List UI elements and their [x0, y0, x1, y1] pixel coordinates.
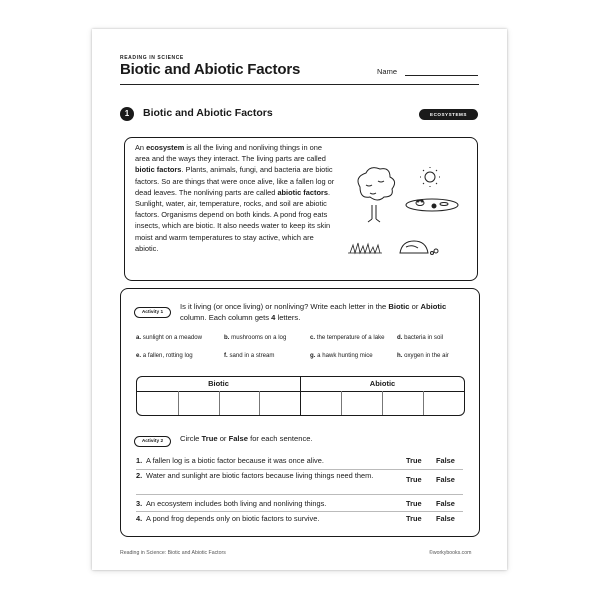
- table-cell-divider: [178, 391, 179, 415]
- text-run: or: [409, 302, 421, 311]
- section-title: Biotic and Abiotic Factors: [143, 107, 273, 119]
- option-b: b. mushrooms on a log: [224, 334, 287, 341]
- bold-term: ecosystem: [146, 143, 185, 152]
- sun-icon: [420, 167, 440, 187]
- false-option[interactable]: False: [436, 456, 455, 465]
- footer-credit: ©workybooks.com: [429, 550, 472, 556]
- option-g: g. a hawk hunting mice: [310, 352, 373, 359]
- name-field[interactable]: [405, 75, 478, 76]
- table-cell-divider: [423, 391, 424, 415]
- row-divider: [136, 511, 463, 512]
- bold-term: Biotic: [388, 302, 410, 311]
- activity-2-instructions: [180, 434, 313, 443]
- grass-icon: [348, 243, 382, 253]
- row-divider: [136, 469, 463, 470]
- intro-passage: [135, 142, 337, 254]
- option-d: d. bacteria in soil: [397, 334, 444, 341]
- text-run: or: [217, 434, 229, 443]
- bold-term: Abiotic: [420, 302, 447, 311]
- text-run: Circle: [180, 434, 202, 443]
- true-option[interactable]: True: [406, 514, 422, 523]
- text-run: column. Each column gets: [180, 313, 272, 322]
- bold-term: True: [201, 434, 218, 443]
- false-option[interactable]: False: [436, 475, 455, 484]
- footer-title: Reading in Science: Biotic and Abiotic Factors: [120, 550, 226, 556]
- option-f: f. sand in a stream: [224, 352, 275, 359]
- page-title: Biotic and Abiotic Factors: [120, 61, 301, 78]
- row-divider: [136, 494, 463, 495]
- table-cell-divider: [219, 391, 220, 415]
- sort-table: [136, 376, 465, 416]
- tf-item: 1. A fallen log is a biotic factor because it was once alive. True False: [136, 456, 455, 465]
- ecosystem-illustration: [348, 167, 472, 257]
- true-option[interactable]: True: [406, 475, 422, 484]
- text-run: Is it living (or once living) or nonliving? Write each letter in the: [180, 302, 389, 311]
- tf-item: 2. Water and sunlight are biotic factors because living things need them. True False: [136, 471, 455, 484]
- false-option[interactable]: False: [436, 514, 455, 523]
- rock-icon: [400, 241, 438, 255]
- true-option[interactable]: True: [406, 456, 422, 465]
- option-e: e. a fallen, rotting log: [136, 352, 193, 359]
- worksheet-page: [92, 29, 507, 570]
- text-run: . Sunlight, water, air, temperature, rocks, and soil are abiotic factors. Organisms depend on both kinds. A pond frog eats insects, which are biotic. It also needs water to keep its skin moist and warm temperatures to stay active, which are abiotic.: [135, 187, 331, 253]
- tf-item: 4. A pond frog depends only on biotic factors to survive. True False: [136, 514, 455, 523]
- activity-1-instructions: [180, 301, 470, 323]
- header-divider: [120, 84, 479, 85]
- section-number: 1: [120, 107, 134, 121]
- text-run: . Plants, animals, fungi, and bacteria are biotic factors. So are things that were once alive, like a fallen log or dead leaves. The nonliving parts are called: [135, 165, 335, 197]
- abiotic-column-header: Abiotic: [369, 379, 396, 388]
- tree-icon: [358, 168, 395, 222]
- name-label: Name: [377, 67, 398, 76]
- text-run: is all the living and nonliving things in one area and the ways they interact. The living parts are called: [135, 143, 326, 164]
- bold-term: 4: [271, 313, 276, 322]
- true-option[interactable]: True: [406, 499, 422, 508]
- topic-badge: ECOSYSTEMS: [419, 109, 478, 120]
- tf-item: 3. An ecosystem includes both living and nonliving things. True False: [136, 499, 455, 508]
- option-h: h. oxygen in the air: [397, 352, 449, 359]
- biotic-column-header: Biotic: [208, 379, 229, 388]
- text-run: letters.: [275, 313, 301, 322]
- header-kicker: READING IN SCIENCE: [120, 55, 184, 61]
- false-option[interactable]: False: [436, 499, 455, 508]
- bold-term: False: [228, 434, 248, 443]
- activity-1-pill: Activity 1: [134, 307, 171, 318]
- text-run: for each sentence.: [247, 434, 313, 443]
- option-c: c. the temperature of a lake: [310, 334, 385, 341]
- activity-2-pill: Activity 2: [134, 436, 171, 447]
- table-cell-divider: [341, 391, 342, 415]
- table-cell-divider: [259, 391, 260, 415]
- text-run: An: [135, 143, 147, 152]
- bold-term: biotic factors: [135, 165, 182, 175]
- pond-frog-icon: [406, 199, 458, 211]
- table-column-divider: [300, 377, 301, 415]
- bold-term: abiotic factors: [277, 187, 328, 197]
- option-a: a. sunlight on a meadow: [136, 334, 203, 341]
- table-cell-divider: [382, 391, 383, 415]
